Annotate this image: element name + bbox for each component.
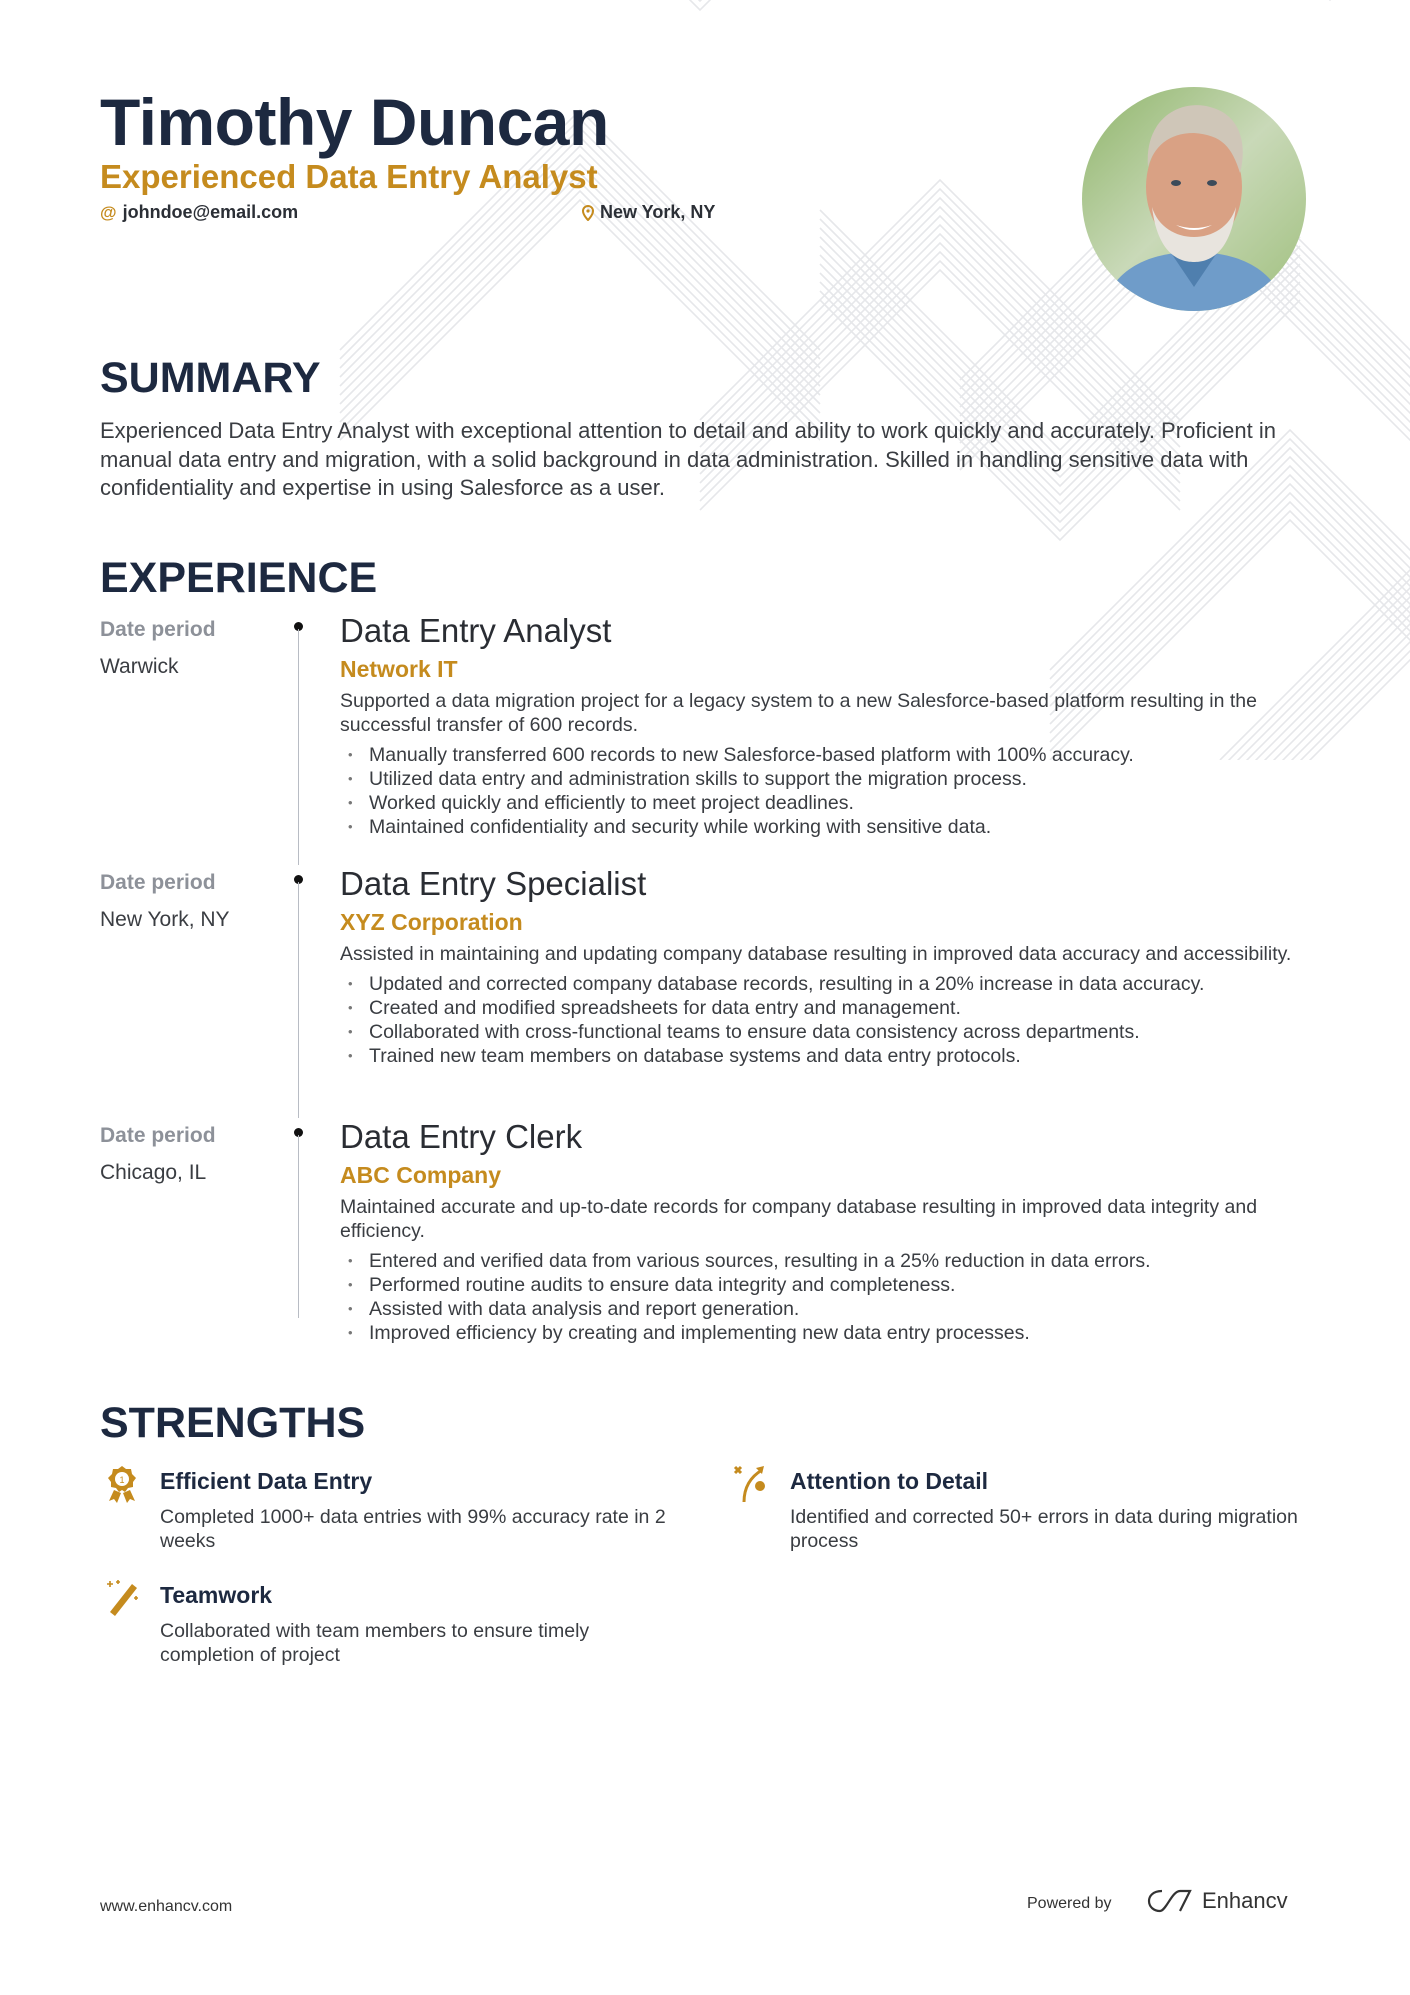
strength-item bbox=[160, 1468, 680, 1553]
job-title: Data Entry Analyst bbox=[340, 612, 612, 649]
location-contact bbox=[582, 202, 715, 223]
location-text: New York, NY bbox=[600, 202, 716, 222]
email-text: johndoe@email.com bbox=[122, 202, 299, 222]
experience-entry bbox=[340, 1118, 1300, 1345]
experience-location: Chicago, IL bbox=[100, 1161, 207, 1184]
experience-date: Date period bbox=[100, 618, 216, 641]
strength-description: Collaborated with team members to ensure timely completion of project bbox=[160, 1620, 590, 1666]
enhancv-brand: Enhancv bbox=[1202, 1888, 1288, 1913]
strength-title: Efficient Data Entry bbox=[160, 1468, 373, 1494]
timeline-line bbox=[298, 882, 299, 1118]
job-description: Supported a data migration project for a legacy system to a new Salesforce-based platform resulting in the successful transfer of 600 records. bbox=[340, 690, 1257, 736]
magic-wand-icon bbox=[104, 1578, 140, 1623]
strategy-icon bbox=[732, 1464, 768, 1509]
strengths-heading: STRENGTHS bbox=[100, 1399, 366, 1447]
strength-title: Attention to Detail bbox=[790, 1468, 989, 1494]
email-contact[interactable] bbox=[100, 202, 298, 223]
bullet-item: • Trained new team members on database systems and data entry protocols. bbox=[340, 1044, 1300, 1068]
at-icon: @ bbox=[100, 202, 117, 222]
summary-heading: SUMMARY bbox=[100, 354, 321, 402]
powered-by-label: Powered by bbox=[1027, 1895, 1112, 1912]
award-medal-icon bbox=[104, 1464, 140, 1509]
strength-title: Teamwork bbox=[160, 1582, 273, 1608]
experience-entry bbox=[340, 865, 1300, 1068]
strength-description: Completed 1000+ data entries with 99% accuracy rate in 2 weeks bbox=[160, 1506, 666, 1552]
chevron-stripe bbox=[340, 200, 820, 440]
bullet-item: • Updated and corrected company database records, resulting in a 20% increase in data accuracy. bbox=[340, 972, 1300, 996]
job-title: Data Entry Specialist bbox=[340, 865, 647, 902]
candidate-name: Timothy Duncan bbox=[100, 85, 609, 159]
chevron-stripe bbox=[340, 191, 820, 431]
avatar bbox=[1082, 87, 1306, 311]
chevron-stripe bbox=[340, 182, 820, 422]
footer-website[interactable]: www.enhancv.com bbox=[100, 1898, 233, 1915]
company-name: ABC Company bbox=[340, 1162, 502, 1188]
bullet-item: • Worked quickly and efficiently to meet project deadlines. bbox=[340, 791, 1300, 815]
bullet-list bbox=[340, 1249, 1300, 1345]
summary-text: Experienced Data Entry Analyst with exceptional attention to detail and ability to work quickly and accurately. Proficient in manual data entry and migration, with a solid background in data administration. Skilled in handling sensitive data with confidentiality and expertise in using Salesforce as a user. bbox=[100, 418, 1277, 500]
bullet-item: • Entered and verified data from various sources, resulting in a 25% reduction in data errors. bbox=[340, 1249, 1300, 1273]
enhancv-logo[interactable] bbox=[1146, 1888, 1288, 1914]
strength-description: Identified and corrected 50+ errors in data during migration process bbox=[790, 1506, 1298, 1552]
bullet-item: • Improved efficiency by creating and implementing new data entry processes. bbox=[340, 1321, 1300, 1345]
enhancv-logo-icon bbox=[1146, 1888, 1194, 1914]
bullet-item: • Assisted with data analysis and report generation. bbox=[340, 1297, 1300, 1321]
company-name: XYZ Corporation bbox=[340, 909, 523, 935]
job-title: Data Entry Clerk bbox=[340, 1118, 583, 1155]
strength-item bbox=[160, 1582, 680, 1667]
experience-heading: EXPERIENCE bbox=[100, 554, 378, 602]
experience-date: Date period bbox=[100, 1124, 216, 1147]
timeline-line bbox=[298, 629, 299, 865]
experience-location: New York, NY bbox=[100, 908, 230, 931]
candidate-title: Experienced Data Entry Analyst bbox=[100, 158, 598, 195]
bullet-item: • Utilized data entry and administration skills to support the migration process. bbox=[340, 767, 1300, 791]
bullet-item: • Created and modified spreadsheets for data entry and management. bbox=[340, 996, 1300, 1020]
job-description: Assisted in maintaining and updating company database resulting in improved data accuracy and accessibility. bbox=[340, 943, 1292, 965]
experience-location: Warwick bbox=[100, 655, 179, 678]
experience-entry bbox=[340, 612, 1300, 839]
map-pin-icon bbox=[582, 205, 594, 221]
bullet-item: • Collaborated with cross-functional teams to ensure data consistency across departments. bbox=[340, 1020, 1300, 1044]
bullet-list bbox=[340, 972, 1300, 1068]
svg-text:1: 1 bbox=[119, 1475, 125, 1485]
bullet-item: • Maintained confidentiality and security while working with sensitive data. bbox=[340, 815, 1300, 839]
bullet-list bbox=[340, 743, 1300, 839]
experience-date: Date period bbox=[100, 871, 216, 894]
chevron-stripe bbox=[460, 0, 940, 1]
bullet-item: • Performed routine audits to ensure data integrity and completeness. bbox=[340, 1273, 1300, 1297]
company-name: Network IT bbox=[340, 656, 458, 682]
bullet-item: • Manually transferred 600 records to new Salesforce-based platform with 100% accuracy. bbox=[340, 743, 1300, 767]
job-description: Maintained accurate and up-to-date records for company database resulting in improved data integrity and efficiency. bbox=[340, 1196, 1258, 1242]
timeline-line bbox=[298, 1135, 299, 1318]
chevron-stripe bbox=[340, 173, 820, 413]
strength-item bbox=[790, 1468, 1310, 1553]
